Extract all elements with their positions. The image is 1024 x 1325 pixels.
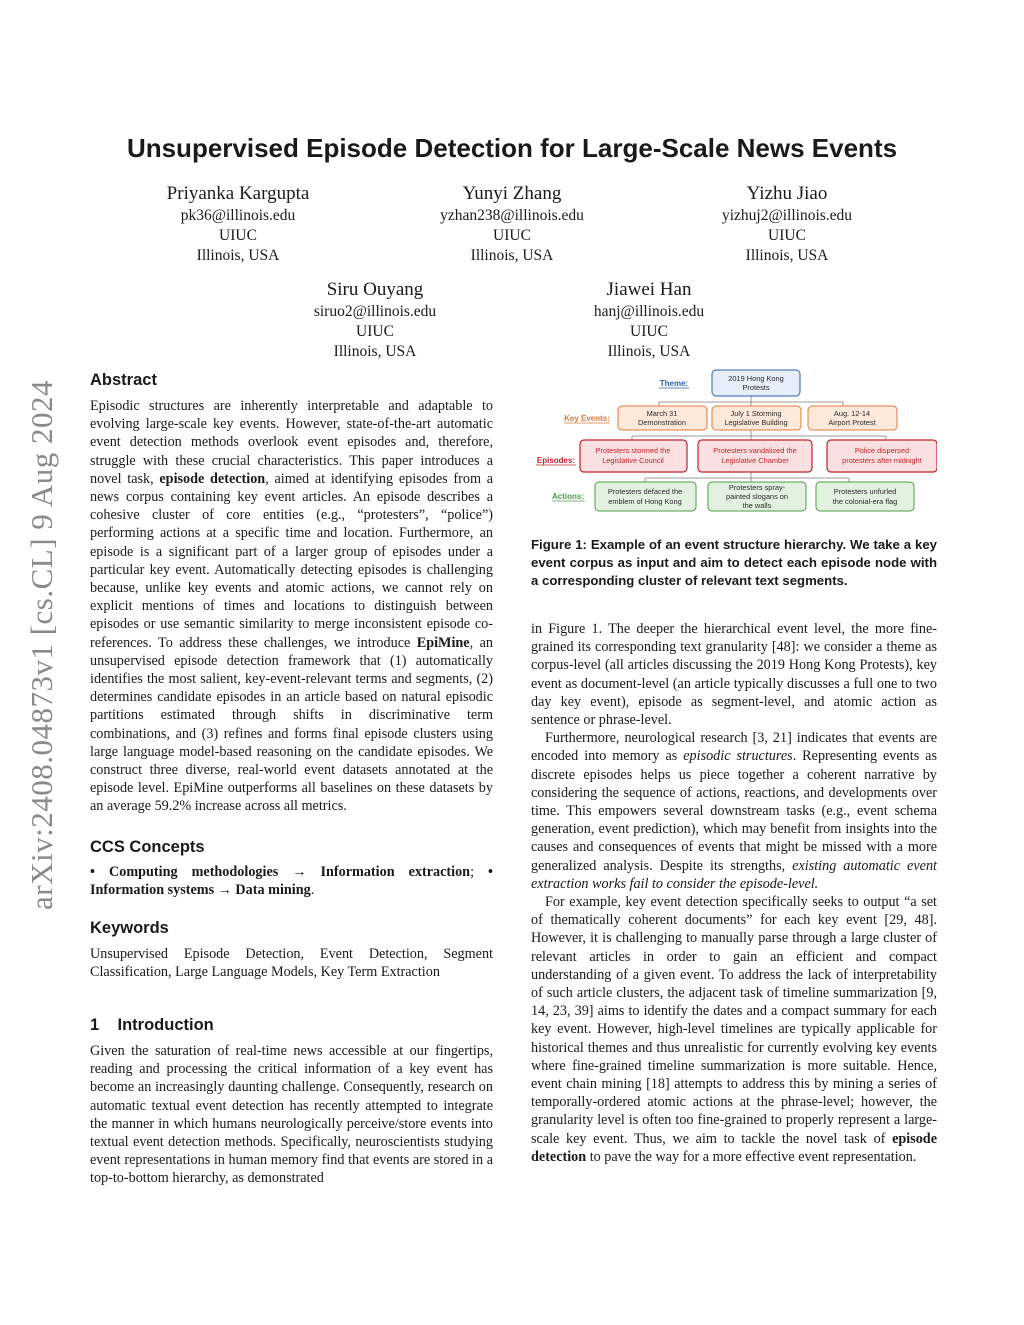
arxiv-stamp [22, 360, 62, 930]
author-location: Illinois, USA [196, 247, 280, 264]
figure-key-event-line: Demonstration [637, 418, 687, 427]
author-block-5 [519, 278, 779, 362]
author-location: Illinois, USA [333, 343, 417, 360]
figure-episode-line: Protesters stormed the [595, 446, 671, 455]
figure-level-key-events: Key Events: [564, 414, 610, 423]
paper-title: Unsupervised Episode Detection for Large-Scale News Events [126, 133, 898, 163]
figure-episode-line: Protesters vandalized the [713, 446, 797, 455]
abstract-part: , an unsupervised episode detection framework that (1) automatically identifies the most salient, key-event-relevant terms and segments, (2) determines candidate episodes in an article based on natural episodic partitions estimated through shifts in discriminative term combinations, and (3) refines and forms final episode clusters using large language model-based reasoning on the candidate episodes. We construct three diverse, real-world event datasets annotated at the episode level. EpiMine outperforms all baselines on these datasets by an average 59.2% increase across all metrics. [90, 634, 493, 815]
italic-term: episodic structures [683, 748, 793, 765]
figure-action-line: painted slogans on [725, 492, 789, 501]
intro-paragraph: Given the saturation of real-time news accessible at our fingertips, reading and processing the critical information of a key event has become an increasingly daunting challenge. Consequently, research on automatic textual event detection has recently attempted to integrate the manner in which humans neurologically perceive/store events into textual event detection methods. Specifically, neuroscientists studying event representations in human memory find that events are stored in a top-to-bottom hierarchy, as demonstrated [90, 1043, 493, 1187]
author-affiliation: UIUC [493, 227, 531, 244]
figure-key-event-line: July 1 Storming [730, 409, 782, 418]
ccs-concept: • Computing methodologies → Information extraction [90, 864, 471, 880]
ccs-concept: • Information systems → Data mining [90, 864, 493, 899]
author-location: Illinois, USA [607, 343, 691, 360]
author-block-2 [382, 182, 642, 266]
italic-term: existing automatic event extraction works fail to consider the episode-level. [531, 857, 937, 892]
abstract-part: , aimed at identifying episodes from a news corpus containing key event articles. An episode describes a cohesive cluster of core entities (e.g., “protesters”, “police”) performing actions at a specific time and location. Furthermore, an episode is a significant part of a larger group of episodes under a particular key event. Automatically detecting episodes is challenging because, unlike key events and atomic actions, we cannot rely on explicit mentions of times and locations to distinguish between episodes or use semantic similarity to merge inconsistent episode co-references. To address these challenges, we introduce [90, 470, 494, 651]
figure-key-event-line: Airport Protest [828, 418, 876, 427]
author-email: yizhuj2@illinois.edu [721, 207, 853, 224]
figure-episode-line: protesters after midnight [842, 456, 922, 465]
author-block-1 [108, 182, 368, 266]
figure-episode-line: Legislative Chamber [721, 456, 789, 465]
abstract-heading: Abstract [90, 371, 157, 389]
figure-action-line: the walls [742, 501, 772, 510]
ccs-text [90, 863, 493, 899]
author-name: Yizhu Jiao [746, 183, 828, 204]
author-name: Priyanka Kargupta [166, 183, 310, 204]
author-location: Illinois, USA [470, 247, 554, 264]
ccs-heading: CCS Concepts [90, 838, 205, 856]
abstract-text [90, 397, 493, 816]
figure-action-line: Protesters defaced the [607, 487, 683, 496]
figure-key-event-line: Aug. 12-14 [833, 409, 871, 418]
author-name: Jiawei Han [606, 279, 692, 300]
figure-action-line: Protesters unfurled [833, 487, 897, 496]
text-run: For example, key event detection specifically seeks to output “a set of thematically coherent documents” for each key event [29, 48]. However, it is challenging to manually parse through a large cluster of relevant articles in order to gain an efficient and compact understanding of a given event. To address the lack of interpretability of such article clusters, the adjacent task of timeline summarization [9, 14, 23, 39] aims to identify the dates and a compact summary for each key event. However, high-level timelines are typically applicable for historical themes and thus unrealistic for currently evolving key events where fine-grained timeline summarization is more suitable. Hence, event chain mining [18] attempts to address this by mining a series of temporally-ordered atomic actions at the phrase-level; however, the granularity level is often too fine-grained to properly represent a large-scale key event. Thus, we aim to tackle the novel task of [531, 894, 937, 1147]
figure-key-event-line: Legislative Building [724, 418, 788, 427]
author-block-3 [657, 182, 917, 266]
figure-caption: Figure 1: Example of an event structure hierarchy. We take a key event corpus as input and aim to detect each episode node with a corresponding cluster of relevant text segments. [531, 537, 937, 589]
figure-action-line: the colonial-era flag [832, 497, 898, 506]
figure-theme-line: 2019 Hong Kong [728, 374, 784, 383]
abstract-bold-term: EpiMine [416, 634, 470, 651]
bold-term: episode detection [531, 1130, 937, 1165]
ccs-end: . [310, 882, 315, 899]
text-run: . Representing events as discrete episodes helps us piece together a coherent narrative by considering the sequence of actions, reactions, and developments over time. This empowers several downstream tasks (e.g., event schema generation, event prediction), which may benefit from insights into the causes and consequences of events that might be missed with a more generalized analysis. Despite its strengths, [531, 748, 937, 874]
author-name: Yunyi Zhang [462, 183, 562, 204]
figure-action-line: Protesters spray- [728, 483, 786, 492]
author-email: pk36@illinois.edu [180, 207, 296, 224]
author-block-4 [245, 278, 505, 362]
keywords-heading: Keywords [90, 919, 169, 937]
author-email: hanj@illinois.edu [593, 303, 705, 320]
intro-text [90, 1042, 493, 1188]
paragraph [531, 893, 937, 1166]
figure-theme-line: Protests [742, 383, 770, 392]
author-affiliation: UIUC [630, 323, 668, 340]
author-name: Siru Ouyang [326, 279, 424, 300]
abstract-bold-term: episode detection [159, 470, 266, 487]
author-email: siruo2@illinois.edu [313, 303, 437, 320]
paragraph [531, 729, 937, 893]
ccs-separator: ; [470, 864, 489, 880]
figure-level-actions: Actions: [552, 492, 584, 501]
author-location: Illinois, USA [745, 247, 829, 264]
figure-level-episodes: Episodes: [536, 456, 576, 465]
event-hierarchy-figure [531, 364, 937, 524]
figure-episode-line: Legislative Council [602, 456, 664, 465]
keywords-list: Unsupervised Episode Detection, Event Detection, Segment Classification, Large Language Models, Key Term Extraction [90, 946, 493, 981]
paragraph: in Figure 1. The deeper the hierarchical event level, the more fine-grained its corresponding text granularity [48]: we consider a theme as corpus-level (all articles discussing the 2019 Hong Kong Protests), key event as document-level (an article typically discusses a full one to two day key event), episode as segment-level, and atomic action as sentence or phrase-level. [531, 621, 937, 729]
author-email: yzhan238@illinois.edu [440, 207, 584, 224]
figure-level-theme: Theme: [659, 379, 689, 388]
keywords-text [90, 945, 493, 981]
abstract-part: Episodic structures are inherently interpretable and adaptable to evolving large-scale key events. However, state-of-the-art automatic event detection methods overlook event episodes and, therefore, struggle with these crucial characteristics. This paper introduces a novel task, [90, 398, 493, 487]
author-affiliation: UIUC [768, 227, 806, 244]
intro-heading: 1 Introduction [90, 1016, 214, 1034]
text-run: to pave the way for a more effective event representation. [586, 1148, 917, 1165]
right-column-text [531, 620, 937, 1166]
arxiv-stamp-text: arXiv:2408.04873v1 [cs.CL] 9 Aug 2024 [24, 380, 59, 910]
author-affiliation: UIUC [356, 323, 394, 340]
text-run: Furthermore, neurological research [3, 21] indicates that events are encoded into memory as [531, 730, 937, 765]
author-affiliation: UIUC [219, 227, 257, 244]
figure-key-event-line: March 31 [646, 409, 678, 418]
figure-action-line: emblem of Hong Kong [608, 497, 682, 506]
figure-episode-line: Police dispersed [854, 446, 910, 455]
